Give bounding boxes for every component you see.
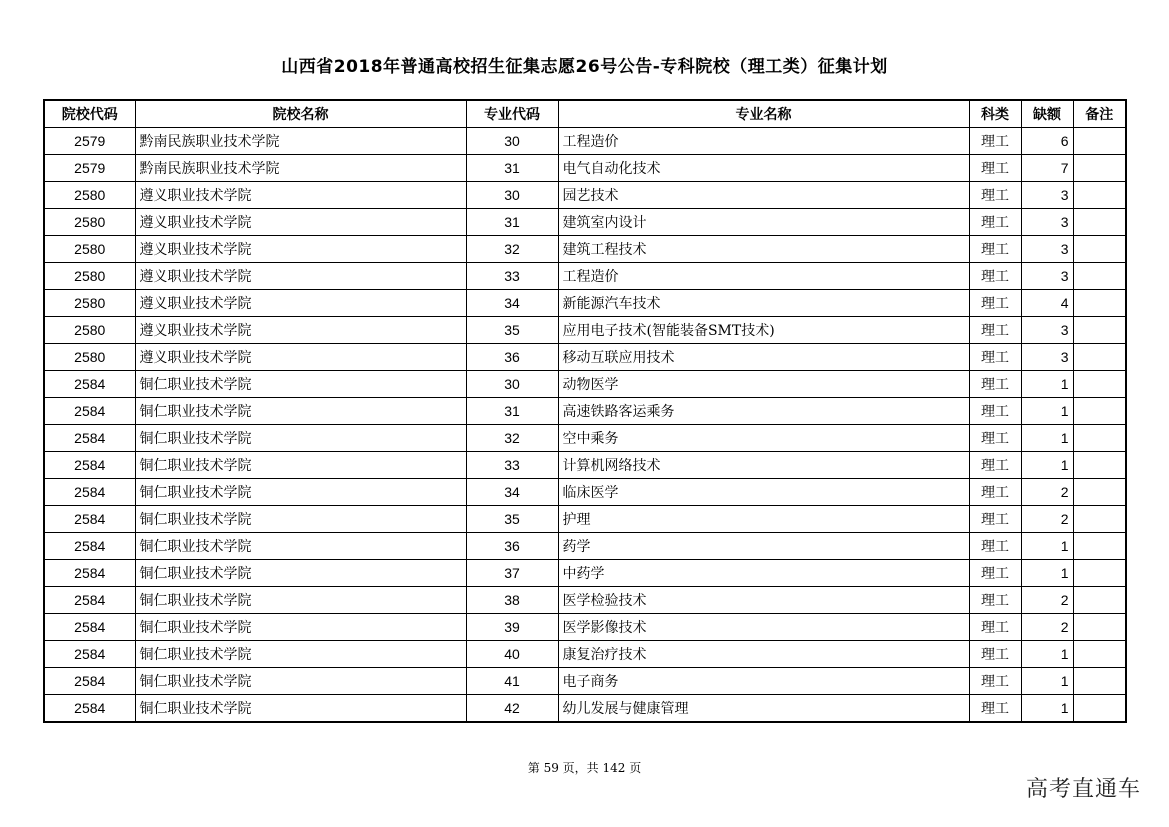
remark-cell [1073, 371, 1126, 398]
school-name-cell: 铜仁职业技术学院 [135, 479, 466, 506]
vacancy-cell: 6 [1021, 128, 1073, 155]
school-code-cell: 2584 [44, 398, 135, 425]
school-name-cell: 铜仁职业技术学院 [135, 398, 466, 425]
vacancy-cell: 1 [1021, 695, 1073, 723]
header-major-code: 专业代码 [466, 100, 558, 128]
remark-cell [1073, 614, 1126, 641]
school-code-cell: 2584 [44, 560, 135, 587]
school-code-cell: 2584 [44, 452, 135, 479]
major-name-cell: 中药学 [558, 560, 969, 587]
table-row [44, 452, 1126, 479]
school-name-cell: 铜仁职业技术学院 [135, 506, 466, 533]
remark-cell [1073, 641, 1126, 668]
category-cell: 理工 [969, 263, 1021, 290]
school-name-cell: 遵义职业技术学院 [135, 182, 466, 209]
school-name-cell: 铜仁职业技术学院 [135, 560, 466, 587]
school-code-cell: 2584 [44, 641, 135, 668]
major-code-cell: 32 [466, 425, 558, 452]
category-cell: 理工 [969, 236, 1021, 263]
school-code-cell: 2584 [44, 668, 135, 695]
table-row [44, 425, 1126, 452]
major-name-cell: 园艺技术 [558, 182, 969, 209]
remark-cell [1073, 425, 1126, 452]
school-code-cell: 2579 [44, 128, 135, 155]
school-code-cell: 2579 [44, 155, 135, 182]
category-cell: 理工 [969, 641, 1021, 668]
category-cell: 理工 [969, 398, 1021, 425]
school-code-cell: 2584 [44, 506, 135, 533]
remark-cell [1073, 263, 1126, 290]
major-name-cell: 药学 [558, 533, 969, 560]
table-row [44, 182, 1126, 209]
table-row [44, 587, 1126, 614]
remark-cell [1073, 506, 1126, 533]
page-title: 山西省2018年普通高校招生征集志愿26号公告-专科院校（理工类）征集计划 [281, 57, 888, 77]
table-row [44, 290, 1126, 317]
major-name-cell: 康复治疗技术 [558, 641, 969, 668]
vacancy-cell: 3 [1021, 236, 1073, 263]
table-row [44, 317, 1126, 344]
remark-cell [1073, 452, 1126, 479]
category-cell: 理工 [969, 155, 1021, 182]
watermark: 高考直通车 [1025, 777, 1141, 802]
school-name-cell: 遵义职业技术学院 [135, 209, 466, 236]
remark-cell [1073, 695, 1126, 723]
category-cell: 理工 [969, 479, 1021, 506]
remark-cell [1073, 398, 1126, 425]
vacancy-cell: 3 [1021, 263, 1073, 290]
vacancy-cell: 1 [1021, 425, 1073, 452]
school-name-cell: 遵义职业技术学院 [135, 317, 466, 344]
remark-cell [1073, 209, 1126, 236]
remark-cell [1073, 533, 1126, 560]
major-code-cell: 36 [466, 344, 558, 371]
major-name-cell: 应用电子技术(智能装备SMT技术) [558, 317, 969, 344]
major-name-cell: 高速铁路客运乘务 [558, 398, 969, 425]
school-code-cell: 2580 [44, 263, 135, 290]
major-name-cell: 工程造价 [558, 263, 969, 290]
vacancy-cell: 1 [1021, 533, 1073, 560]
school-name-cell: 铜仁职业技术学院 [135, 587, 466, 614]
school-code-cell: 2584 [44, 695, 135, 723]
header-category: 科类 [969, 100, 1021, 128]
category-cell: 理工 [969, 209, 1021, 236]
school-code-cell: 2584 [44, 371, 135, 398]
table-row [44, 479, 1126, 506]
category-cell: 理工 [969, 533, 1021, 560]
remark-cell [1073, 128, 1126, 155]
category-cell: 理工 [969, 587, 1021, 614]
remark-cell [1073, 344, 1126, 371]
major-code-cell: 41 [466, 668, 558, 695]
vacancy-cell: 1 [1021, 371, 1073, 398]
category-cell: 理工 [969, 560, 1021, 587]
major-code-cell: 33 [466, 452, 558, 479]
school-name-cell: 遵义职业技术学院 [135, 344, 466, 371]
major-code-cell: 39 [466, 614, 558, 641]
table-row [44, 506, 1126, 533]
header-school-code: 院校代码 [44, 100, 135, 128]
major-code-cell: 31 [466, 209, 558, 236]
school-name-cell: 黔南民族职业技术学院 [135, 155, 466, 182]
major-name-cell: 计算机网络技术 [558, 452, 969, 479]
school-name-cell: 黔南民族职业技术学院 [135, 128, 466, 155]
vacancy-cell: 3 [1021, 182, 1073, 209]
enrollment-plan-table [43, 99, 1127, 723]
vacancy-cell: 2 [1021, 479, 1073, 506]
table-row [44, 263, 1126, 290]
table-header-row [44, 100, 1126, 128]
school-name-cell: 铜仁职业技术学院 [135, 668, 466, 695]
major-name-cell: 建筑室内设计 [558, 209, 969, 236]
category-cell: 理工 [969, 344, 1021, 371]
school-name-cell: 铜仁职业技术学院 [135, 425, 466, 452]
vacancy-cell: 3 [1021, 317, 1073, 344]
major-code-cell: 33 [466, 263, 558, 290]
major-code-cell: 32 [466, 236, 558, 263]
table-row [44, 533, 1126, 560]
major-code-cell: 34 [466, 479, 558, 506]
vacancy-cell: 1 [1021, 668, 1073, 695]
major-name-cell: 动物医学 [558, 371, 969, 398]
major-name-cell: 幼儿发展与健康管理 [558, 695, 969, 723]
school-code-cell: 2580 [44, 290, 135, 317]
table-row [44, 155, 1126, 182]
major-name-cell: 临床医学 [558, 479, 969, 506]
category-cell: 理工 [969, 425, 1021, 452]
table-row [44, 371, 1126, 398]
major-code-cell: 35 [466, 506, 558, 533]
school-code-cell: 2580 [44, 317, 135, 344]
major-code-cell: 37 [466, 560, 558, 587]
major-code-cell: 31 [466, 398, 558, 425]
school-name-cell: 遵义职业技术学院 [135, 236, 466, 263]
category-cell: 理工 [969, 182, 1021, 209]
vacancy-cell: 1 [1021, 560, 1073, 587]
major-name-cell: 建筑工程技术 [558, 236, 969, 263]
remark-cell [1073, 668, 1126, 695]
remark-cell [1073, 155, 1126, 182]
major-code-cell: 30 [466, 182, 558, 209]
major-code-cell: 30 [466, 371, 558, 398]
vacancy-cell: 2 [1021, 587, 1073, 614]
table-row [44, 128, 1126, 155]
major-name-cell: 护理 [558, 506, 969, 533]
school-name-cell: 遵义职业技术学院 [135, 290, 466, 317]
vacancy-cell: 4 [1021, 290, 1073, 317]
table-row [44, 560, 1126, 587]
page-number: 第 59 页，共 142 页 [527, 761, 642, 775]
remark-cell [1073, 236, 1126, 263]
table-row [44, 344, 1126, 371]
school-code-cell: 2580 [44, 182, 135, 209]
category-cell: 理工 [969, 317, 1021, 344]
school-code-cell: 2584 [44, 479, 135, 506]
major-code-cell: 35 [466, 317, 558, 344]
header-remark: 备注 [1073, 100, 1126, 128]
table-row [44, 236, 1126, 263]
remark-cell [1073, 317, 1126, 344]
vacancy-cell: 1 [1021, 398, 1073, 425]
major-name-cell: 移动互联应用技术 [558, 344, 969, 371]
category-cell: 理工 [969, 506, 1021, 533]
school-name-cell: 铜仁职业技术学院 [135, 641, 466, 668]
major-name-cell: 工程造价 [558, 128, 969, 155]
remark-cell [1073, 290, 1126, 317]
school-code-cell: 2584 [44, 587, 135, 614]
major-code-cell: 40 [466, 641, 558, 668]
category-cell: 理工 [969, 128, 1021, 155]
major-name-cell: 新能源汽车技术 [558, 290, 969, 317]
table-row [44, 695, 1126, 723]
table-row [44, 398, 1126, 425]
major-code-cell: 38 [466, 587, 558, 614]
school-name-cell: 铜仁职业技术学院 [135, 371, 466, 398]
school-name-cell: 铜仁职业技术学院 [135, 695, 466, 723]
vacancy-cell: 7 [1021, 155, 1073, 182]
major-name-cell: 电气自动化技术 [558, 155, 969, 182]
category-cell: 理工 [969, 695, 1021, 723]
vacancy-cell: 2 [1021, 506, 1073, 533]
category-cell: 理工 [969, 290, 1021, 317]
table-row [44, 209, 1126, 236]
school-name-cell: 铜仁职业技术学院 [135, 452, 466, 479]
remark-cell [1073, 587, 1126, 614]
header-school-name: 院校名称 [135, 100, 466, 128]
table-row [44, 668, 1126, 695]
vacancy-cell: 2 [1021, 614, 1073, 641]
major-code-cell: 34 [466, 290, 558, 317]
major-code-cell: 36 [466, 533, 558, 560]
major-name-cell: 空中乘务 [558, 425, 969, 452]
major-code-cell: 30 [466, 128, 558, 155]
major-code-cell: 31 [466, 155, 558, 182]
vacancy-cell: 3 [1021, 344, 1073, 371]
school-name-cell: 遵义职业技术学院 [135, 263, 466, 290]
school-code-cell: 2580 [44, 209, 135, 236]
remark-cell [1073, 560, 1126, 587]
school-code-cell: 2580 [44, 344, 135, 371]
school-code-cell: 2584 [44, 533, 135, 560]
major-code-cell: 42 [466, 695, 558, 723]
table-row [44, 614, 1126, 641]
vacancy-cell: 1 [1021, 452, 1073, 479]
major-name-cell: 医学检验技术 [558, 587, 969, 614]
remark-cell [1073, 479, 1126, 506]
category-cell: 理工 [969, 614, 1021, 641]
major-name-cell: 电子商务 [558, 668, 969, 695]
school-name-cell: 铜仁职业技术学院 [135, 533, 466, 560]
school-code-cell: 2580 [44, 236, 135, 263]
major-name-cell: 医学影像技术 [558, 614, 969, 641]
remark-cell [1073, 182, 1126, 209]
category-cell: 理工 [969, 452, 1021, 479]
school-code-cell: 2584 [44, 614, 135, 641]
category-cell: 理工 [969, 668, 1021, 695]
vacancy-cell: 3 [1021, 209, 1073, 236]
header-major-name: 专业名称 [558, 100, 969, 128]
table-row [44, 641, 1126, 668]
category-cell: 理工 [969, 371, 1021, 398]
table-body [44, 128, 1126, 723]
school-name-cell: 铜仁职业技术学院 [135, 614, 466, 641]
school-code-cell: 2584 [44, 425, 135, 452]
vacancy-cell: 1 [1021, 641, 1073, 668]
header-vacancy: 缺额 [1021, 100, 1073, 128]
